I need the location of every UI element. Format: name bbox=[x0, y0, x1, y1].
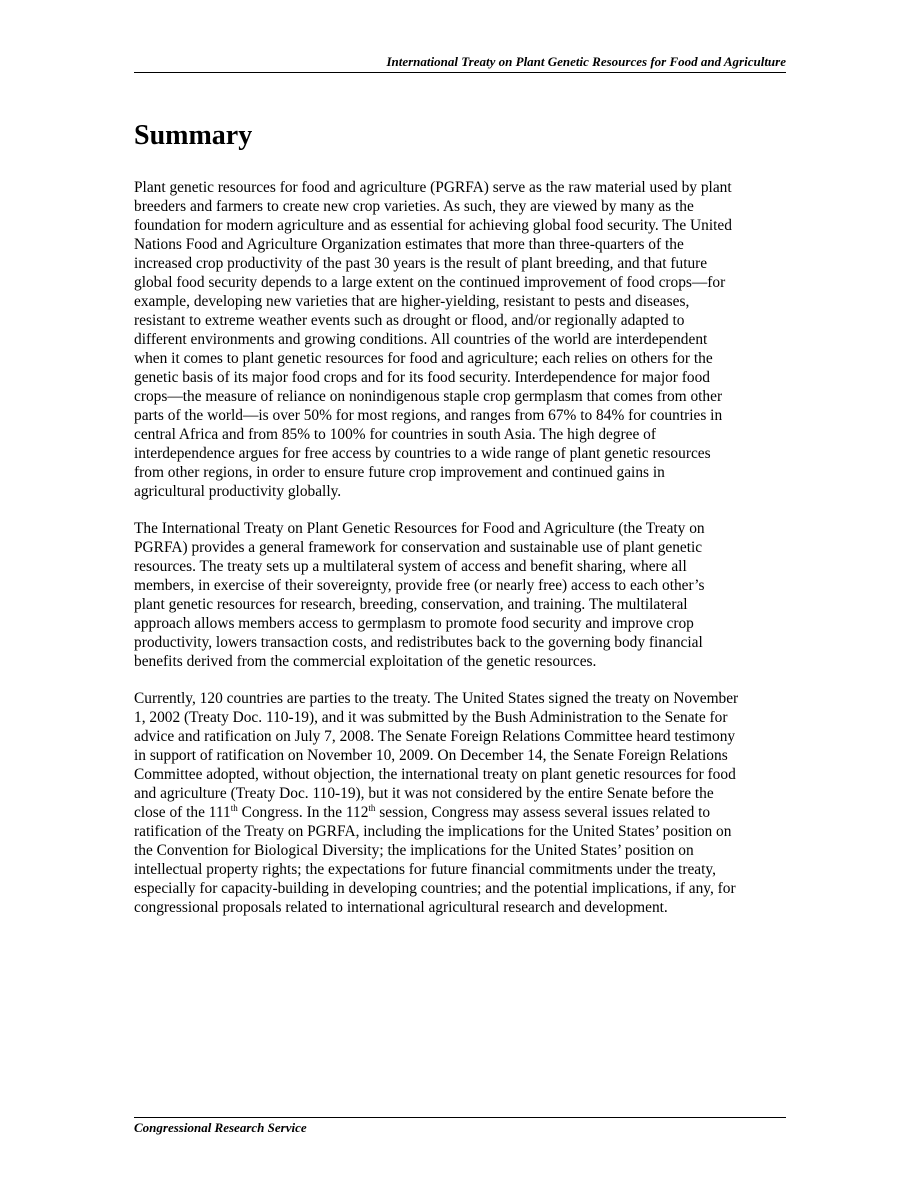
text-line: and agriculture (Treaty Doc. 110-19), but it was not considered by the entire Senate before the bbox=[134, 785, 714, 802]
text-line: congressional proposals related to international agricultural research and development. bbox=[134, 899, 668, 916]
footer-rule bbox=[134, 1117, 786, 1118]
text-line: interdependence argues for free access by countries to a wide range of plant genetic resources bbox=[134, 445, 711, 462]
text-fragment: close of the 111 bbox=[134, 804, 231, 821]
text-line: approach allows members access to germplasm to promote food security and improve crop bbox=[134, 615, 694, 632]
text-line: Plant genetic resources for food and agriculture (PGRFA) serve as the raw material used by plant bbox=[134, 179, 732, 196]
text-line: parts of the world—is over 50% for most regions, and ranges from 67% to 84% for countries in bbox=[134, 407, 723, 424]
paragraph-1 bbox=[134, 178, 794, 501]
superscript: th bbox=[368, 802, 376, 813]
text-line: agricultural productivity globally. bbox=[134, 483, 342, 500]
footer-organization: Congressional Research Service bbox=[134, 1120, 307, 1135]
text-line: central Africa and from 85% to 100% for countries in south Asia. The high degree of bbox=[134, 426, 656, 443]
text-line: productivity, lowers transaction costs, and redistributes back to the governing body financial bbox=[134, 634, 703, 651]
text-line: plant genetic resources for research, breeding, conservation, and training. The multilateral bbox=[134, 596, 688, 613]
text-line: intellectual property rights; the expectations for future financial commitments under the treaty, bbox=[134, 861, 716, 878]
text-line: The International Treaty on Plant Genetic Resources for Food and Agriculture (the Treaty on bbox=[134, 520, 705, 537]
text-line: when it comes to plant genetic resources for food and agriculture; each relies on others for the bbox=[134, 350, 713, 367]
text-line: especially for capacity-building in developing countries; and the potential implications, if any, for bbox=[134, 880, 736, 897]
page-title: Summary bbox=[134, 120, 253, 151]
text-line: benefits derived from the commercial exploitation of the genetic resources. bbox=[134, 653, 597, 670]
text-line: ratification of the Treaty on PGRFA, including the implications for the United States’ position on bbox=[134, 823, 732, 840]
text-line: resources. The treaty sets up a multilateral system of access and benefit sharing, where all bbox=[134, 558, 687, 575]
text-line: different environments and growing conditions. All countries of the world are interdependent bbox=[134, 331, 708, 348]
running-header: International Treaty on Plant Genetic Resources for Food and Agriculture bbox=[386, 54, 786, 69]
header-rule bbox=[134, 72, 786, 73]
text-line: advice and ratification on July 7, 2008. The Senate Foreign Relations Committee heard testimony bbox=[134, 728, 736, 745]
text-line: resistant to extreme weather events such as drought or flood, and/or regionally adapted to bbox=[134, 312, 685, 329]
text-line: the Convention for Biological Diversity; the implications for the United States’ position on bbox=[134, 842, 694, 859]
paragraph-3 bbox=[134, 689, 794, 917]
text-line: foundation for modern agriculture and as essential for achieving global food security. The United bbox=[134, 217, 732, 234]
text-line: breeders and farmers to create new crop varieties. As such, they are viewed by many as the bbox=[134, 198, 694, 215]
summary-body bbox=[134, 178, 794, 935]
paragraph-2 bbox=[134, 519, 794, 671]
text-line: global food security depends to a large extent on the continued improvement of food crops—for bbox=[134, 274, 726, 291]
text-line: increased crop productivity of the past 30 years is the result of plant breeding, and that future bbox=[134, 255, 708, 272]
text-line: 1, 2002 (Treaty Doc. 110-19), and it was submitted by the Bush Administration to the Senate for bbox=[134, 709, 728, 726]
text-line: crops—the measure of reliance on nonindigenous staple crop germplasm that comes from other bbox=[134, 388, 723, 405]
text-line: Currently, 120 countries are parties to the treaty. The United States signed the treaty on November bbox=[134, 690, 739, 707]
text-line: example, developing new varieties that are higher-yielding, resistant to pests and diseases, bbox=[134, 293, 690, 310]
text-fragment: Congress. In the 112 bbox=[237, 804, 369, 821]
superscript: th bbox=[230, 802, 238, 813]
text-line: Committee adopted, without objection, the international treaty on plant genetic resources for food bbox=[134, 766, 736, 783]
text-line: in support of ratification on November 10, 2009. On December 14, the Senate Foreign Relations bbox=[134, 747, 728, 764]
text-line: PGRFA) provides a general framework for conservation and sustainable use of plant genetic bbox=[134, 539, 703, 556]
text-line: members, in exercise of their sovereignty, provide free (or nearly free) access to each other’s bbox=[134, 577, 705, 594]
text-line-with-superscripts bbox=[134, 803, 794, 822]
text-line: from other regions, in order to ensure future crop improvement and continued gains in bbox=[134, 464, 665, 481]
text-fragment: session, Congress may assess several issues related to bbox=[375, 804, 711, 821]
text-line: Nations Food and Agriculture Organization estimates that more than three-quarters of the bbox=[134, 236, 684, 253]
text-line: genetic basis of its major food crops and for its food security. Interdependence for major food bbox=[134, 369, 710, 386]
